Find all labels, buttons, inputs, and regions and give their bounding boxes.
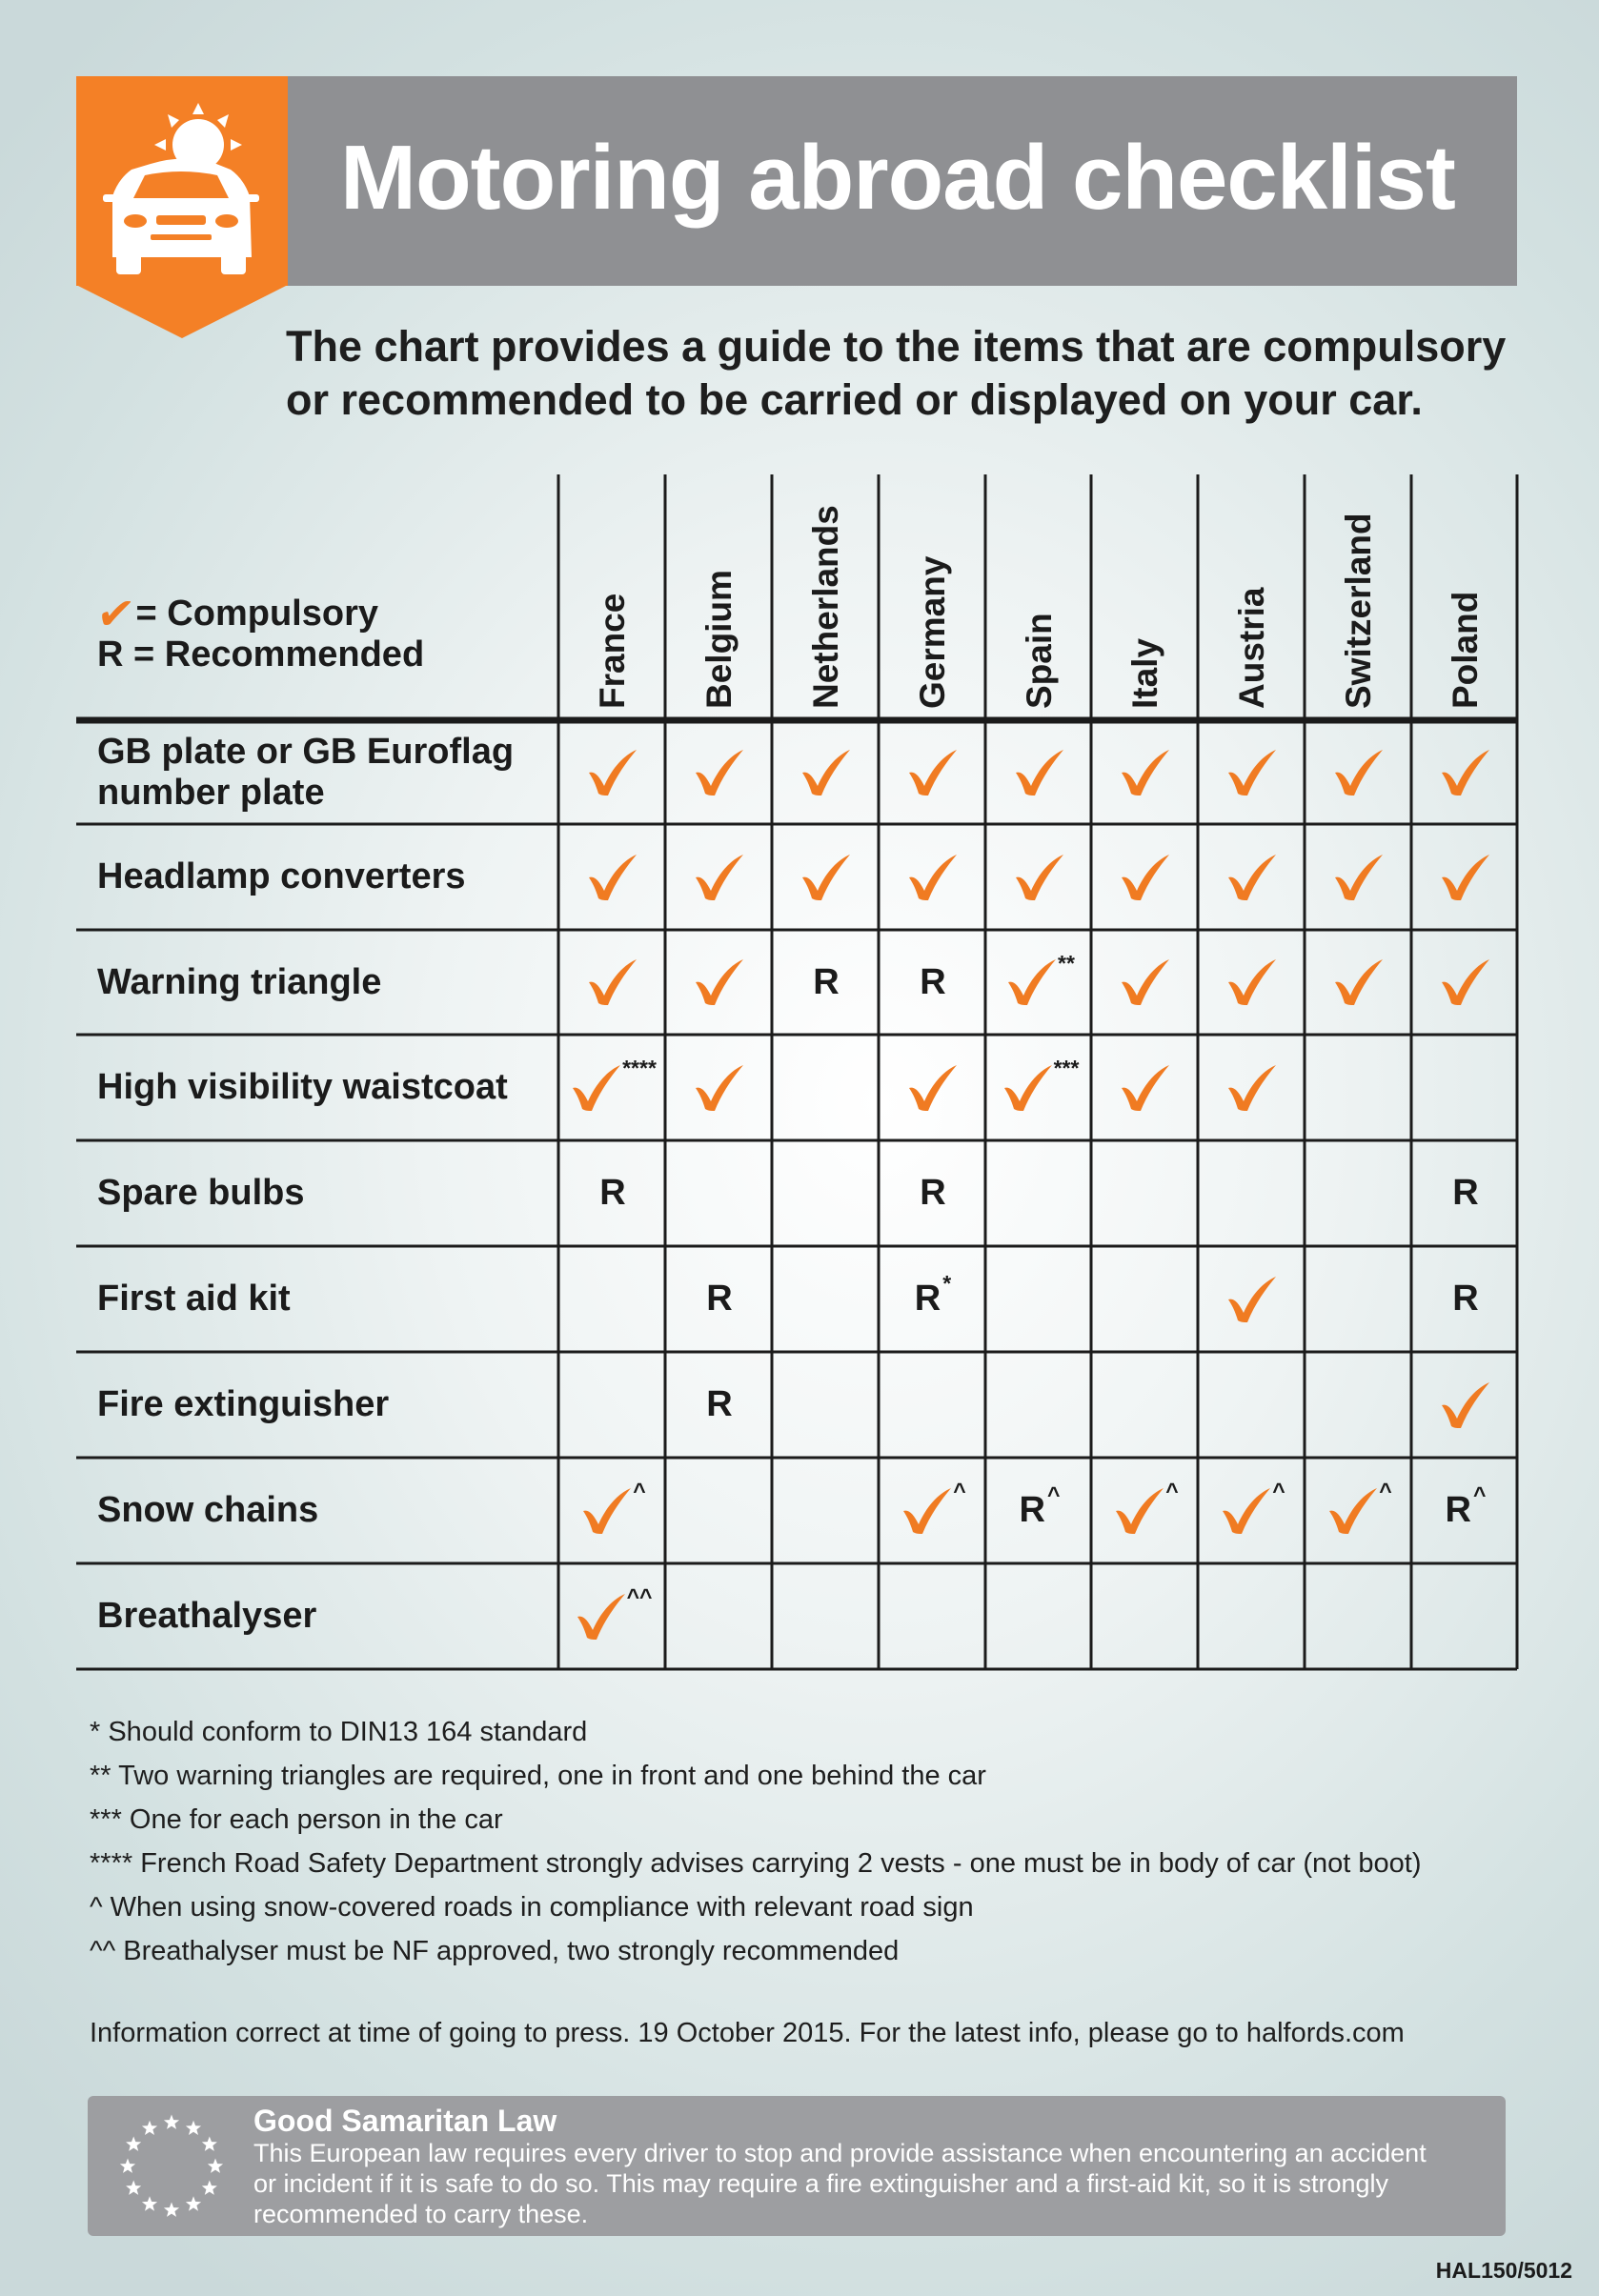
table-cell [987,720,1092,824]
table-cell [987,1563,1092,1669]
row-label: Warning triangle [97,961,382,1002]
table-cell [667,1563,772,1669]
table-cell [1413,930,1518,1035]
table-cell [1306,1458,1411,1563]
table-cell [1200,1352,1305,1458]
recommended-mark: R [1452,1279,1479,1319]
check-icon [585,748,640,797]
table-cell [1093,1140,1198,1246]
footnote: *** One for each person in the car [90,1804,503,1835]
table-cell [1093,1352,1198,1458]
table-cell [560,1352,665,1458]
table-cell [880,1352,985,1458]
footnote: **** French Road Safety Department strongly advises carrying 2 vests - one must be in body of car (not boot) [90,1848,1422,1879]
table-cell [560,1246,665,1352]
check-icon [1438,853,1493,902]
table-cell [774,1246,879,1352]
table-cell [560,1458,665,1563]
table-cell [1200,1140,1305,1246]
table-cell [560,1140,665,1246]
footnote-marker: ^ [633,1479,646,1503]
footnote-marker: *** [1053,1056,1080,1080]
table-cell [880,720,985,824]
star-icon [120,2159,135,2173]
star-icon [202,2137,217,2151]
table-cell [1306,1035,1411,1140]
row-label: GB plate or GB Euroflag number plate [97,731,515,813]
check-icon [1112,1486,1167,1536]
row-label: High visibility waistcoat [97,1067,508,1107]
table-cell [880,824,985,930]
check-icon [1004,957,1060,1007]
country-header-spain: Spain [1020,613,1059,709]
row-label: Snow chains [97,1490,319,1530]
legend-compulsory-label: = Compulsory [135,594,378,634]
country-header-netherlands: Netherlands [806,505,845,709]
table-cell [774,824,879,930]
table-cell [774,720,879,824]
check-icon [1219,1486,1274,1536]
table-cell [880,1140,985,1246]
table-cell [1200,824,1305,930]
table-cell [1306,930,1411,1035]
check-icon [1118,957,1173,1007]
table-cell [880,1458,985,1563]
table-cell [560,720,665,824]
check-icon [1331,853,1386,902]
good-samaritan-box [88,2096,1506,2236]
recommended-mark: R [706,1384,733,1424]
check-icon [692,748,747,797]
table-cell [1413,824,1518,930]
table-cell [1093,720,1198,824]
check-icon [900,1486,955,1536]
table-cell [1413,1352,1518,1458]
table-cell [1413,1246,1518,1352]
check-icon [1012,748,1067,797]
info-text: Information correct at time of going to press. 19 October 2015. For the latest info, please go to halfords.com [90,2018,1405,2048]
table-cell [1200,1563,1305,1669]
table-cell [1413,1458,1518,1563]
check-icon [1326,1486,1381,1536]
recommended-mark: R [920,1173,946,1213]
table-cell [987,824,1092,930]
country-header-germany: Germany [913,555,952,709]
star-icon [208,2159,223,2173]
table-cell [1413,1563,1518,1669]
row-label: Breathalyser [97,1596,317,1636]
check-icon [1225,748,1280,797]
table-cell [667,1352,772,1458]
check-icon [905,748,961,797]
star-icon [142,2196,157,2210]
star-icon [126,2181,141,2195]
table-cell [1200,1246,1305,1352]
table-cell [880,1563,985,1669]
table-cell [1306,1246,1411,1352]
footnote: * Should conform to DIN13 164 standard [90,1717,588,1747]
table-cell [560,930,665,1035]
table-cell [880,930,985,1035]
table-cell [1200,1035,1305,1140]
table-cell [1093,1458,1198,1563]
table-cell [774,1352,879,1458]
check-icon [579,1486,635,1536]
table-cell [1306,1352,1411,1458]
footnote-marker: ^ [1272,1479,1285,1503]
table-cell [774,1035,879,1140]
table-cell [1413,1035,1518,1140]
table-cell [1306,720,1411,824]
check-icon [1331,748,1386,797]
footnote-marker: * [942,1271,952,1296]
country-header-france: France [593,593,632,709]
good-samaritan-title: Good Samaritan Law [253,2104,557,2138]
table-cell [774,1140,879,1246]
recommended-mark: R [813,961,840,1002]
country-header-austria: Austria [1232,587,1271,709]
table-cell [1093,930,1198,1035]
table-cell [1200,720,1305,824]
table-cell [1093,1563,1198,1669]
table-cell [667,1140,772,1246]
table-cell [987,1352,1092,1458]
star-icon [186,2121,201,2135]
star-icon [202,2181,217,2195]
legend-recommended: R = Recommended [97,634,425,675]
recommended-mark: R [1445,1490,1471,1530]
check-icon [585,957,640,1007]
table-cell [667,930,772,1035]
table-cell [1200,1458,1305,1563]
table-cell [1413,1140,1518,1246]
row-label: First aid kit [97,1279,291,1319]
table-cell [667,824,772,930]
table-cell [667,1035,772,1140]
good-samaritan-text: This European law requires every driver to stop and provide assistance when encountering an accident or incident if it is safe to do so. This may require a fire extinguisher and a first-aid kit, so it is strongly recommended to carry these. [253,2139,1427,2228]
footnote-marker: **** [622,1056,657,1080]
row-label: Spare bulbs [97,1173,305,1213]
check-icon [1001,1063,1056,1113]
check-icon [1331,957,1386,1007]
table-cell [1413,720,1518,824]
check-icon: ✔ [93,589,138,638]
footnote-marker: ^ [1165,1479,1179,1503]
table-cell [880,1035,985,1140]
check-icon [1012,853,1067,902]
table-cell [880,1246,985,1352]
footnote-marker: ^ [1379,1479,1392,1503]
star-icon [164,2203,179,2217]
table-cell [987,1140,1092,1246]
table-cell [1200,930,1305,1035]
table-cell [1093,1035,1198,1140]
check-icon [905,1063,961,1113]
check-icon [692,957,747,1007]
check-icon [1438,1380,1493,1430]
table-cell [1093,824,1198,930]
recommended-mark: R [706,1279,733,1319]
recommended-mark: R [1452,1173,1479,1213]
row-label: Fire extinguisher [97,1384,390,1424]
check-icon [574,1592,629,1641]
check-icon [799,748,854,797]
table-cell [560,1035,665,1140]
check-icon [1438,957,1493,1007]
footnote: ** Two warning triangles are required, one in front and one behind the car [90,1761,986,1791]
check-icon [799,853,854,902]
check-icon [1225,1275,1280,1324]
footnote-marker: ** [1058,951,1075,976]
eu-stars-icon [114,2109,229,2224]
page-subtitle: The chart provides a guide to the items that are compulsory or recommended to be carried or displayed on your car. [286,322,1507,424]
country-header-belgium: Belgium [699,570,739,709]
country-header-poland: Poland [1446,591,1485,709]
footnote: ^^ Breathalyser must be NF approved, two strongly recommended [90,1936,900,1966]
table-cell [560,824,665,930]
check-icon [1118,1063,1173,1113]
table-cell [987,1458,1092,1563]
country-header-switzerland: Switzerland [1339,513,1378,709]
check-icon [585,853,640,902]
check-icon [569,1063,624,1113]
table-cell [667,720,772,824]
check-icon [692,1063,747,1113]
check-icon [1118,748,1173,797]
star-icon [164,2115,179,2129]
table-cell [774,1563,879,1669]
check-icon [1225,957,1280,1007]
table-cell [774,1458,879,1563]
row-label: Headlamp converters [97,856,466,896]
table-cell [987,930,1092,1035]
footnote-marker: ^ [1047,1482,1061,1507]
recommended-mark: R [599,1173,626,1213]
footnote-marker: ^ [953,1479,966,1503]
check-icon [905,853,961,902]
star-icon [186,2196,201,2210]
table-cell [1306,824,1411,930]
check-icon [1438,748,1493,797]
star-icon [142,2121,157,2135]
recommended-mark: R [914,1279,941,1319]
reference-code: HAL150/5012 [1435,2258,1572,2283]
check-icon [1225,1063,1280,1113]
table-cell [1093,1246,1198,1352]
table-cell [667,1458,772,1563]
country-header-italy: Italy [1125,637,1164,709]
check-icon [1118,853,1173,902]
table-cell [1306,1563,1411,1669]
table-cell [1306,1140,1411,1246]
table-cell [667,1246,772,1352]
footnote-marker: ^ [1473,1482,1487,1507]
table-cell [560,1563,665,1669]
footnote-marker: ^^ [626,1584,653,1609]
footnote: ^ When using snow-covered roads in compliance with relevant road sign [90,1892,974,1923]
star-icon [126,2137,141,2151]
page-title: Motoring abroad checklist [340,127,1455,229]
footnotes [90,1710,1422,1973]
recommended-mark: R [920,961,946,1002]
check-icon [692,853,747,902]
table-cell [987,1246,1092,1352]
recommended-mark: R [1019,1490,1045,1530]
check-icon [1225,853,1280,902]
table-cell [987,1035,1092,1140]
table-cell [774,930,879,1035]
